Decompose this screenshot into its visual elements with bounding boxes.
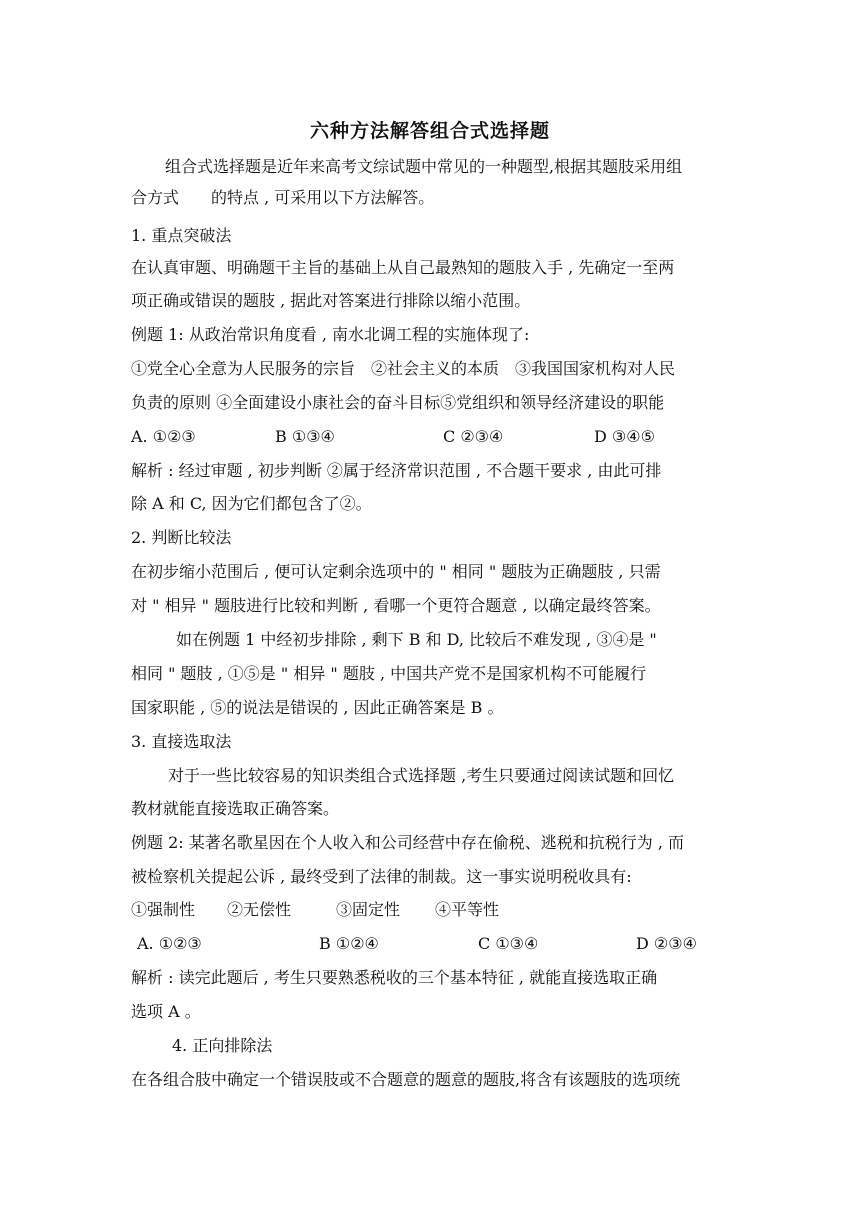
example-2-question-1: 例题 2: 某著名歌星因在个人收入和公司经营中存在偷税、逃税和抗税行为 , 而 [131,833,685,852]
example-1-items-1: ①党全心全意为人民服务的宗旨 ②社会主义的本质 ③我国国家机构对人民 [131,359,676,378]
option-c: C ①③④ [478,934,539,953]
section-3-heading: 3. 直接选取法 [131,732,232,751]
item-2: ②无偿性 [227,900,292,919]
section-2-para-1: 如在例题 1 中经初步排除 , 剩下 B 和 D, 比较后不难发现 , ③④是 " [176,630,657,649]
example-2-question-2: 被检察机关提起公诉 , 最终受到了法律的制裁。这一事实说明税收具有: [131,867,632,886]
section-3-desc-1: 对于一些比较容易的知识类组合式选择题 ,考生只要通过阅读试题和回忆 [168,766,675,785]
intro-line-1: 组合式选择题是近年来高考文综试题中常见的一种题型,根据其题肢采用组 [165,157,683,176]
section-2-para-3: 国家职能 , ⑤的说法是错误的 , 因此正确答案是 B 。 [131,698,504,717]
example-1-items-2: 负责的原则 ④全面建设小康社会的奋斗目标⑤党组织和领导经济建设的职能 [131,393,665,412]
item-4: ④平等性 [435,900,500,919]
section-4-desc-1: 在各组合肢中确定一个错误肢或不合题意的题意的题肢,将含有该题肢的选项统 [131,1070,681,1089]
option-a: A. ①②③ [131,427,196,446]
example-2-analysis-2: 选项 A 。 [131,1002,201,1021]
option-d: D ③④⑤ [594,427,655,446]
section-2-para-2: 相同 " 题肢 , ①⑤是 " 相异 " 题肢 , 中国共产党不是国家机构不可能履行 [131,664,647,683]
section-1-desc-2: 项正确或错误的题肢 , 据此对答案进行排除以缩小范围。 [131,291,531,310]
section-2-desc-1: 在初步缩小范围后 , 便可认定剩余选项中的 " 相同 " 题肢为正确题肢 , 只需 [131,562,661,581]
page-title: 六种方法解答组合式选择题 [309,120,550,142]
section-4-heading: 4. 正向排除法 [172,1036,273,1055]
section-1-desc-1: 在认真审题、明确题干主旨的基础上从自己最熟知的题肢入手 , 先确定一至两 [131,258,675,277]
option-b: B ①②④ [319,934,379,953]
intro-line-2: 合方式 的特点 , 可采用以下方法解答。 [131,188,435,207]
example-1-question: 例题 1: 从政治常识角度看 , 南水北调工程的实施体现了: [131,325,530,344]
example-1-analysis-2: 除 A 和 C, 因为它们都包含了②。 [131,494,372,513]
option-b: B ①③④ [275,427,335,446]
section-2-heading: 2. 判断比较法 [131,528,232,547]
option-d: D ②③④ [636,934,697,953]
example-1-analysis-1: 解析 : 经过审题 , 初步判断 ②属于经济常识范围 , 不合题干要求 , 由此可排 [131,461,662,480]
option-c: C ②③④ [443,427,504,446]
item-3: ③固定性 [336,900,401,919]
section-3-desc-2: 教材就能直接选取正确答案。 [131,799,340,818]
section-1-heading: 1. 重点突破法 [131,226,232,245]
option-a: A. ①②③ [137,934,202,953]
item-1: ①强制性 [131,900,196,919]
example-2-analysis-1: 解析 : 读完此题后 , 考生只要熟悉税收的三个基本特征 , 就能直接选取正确 [131,968,658,987]
section-2-desc-2: 对 " 相异 " 题肢进行比较和判断 , 看哪一个更符合题意 , 以确定最终答案。 [131,596,661,615]
